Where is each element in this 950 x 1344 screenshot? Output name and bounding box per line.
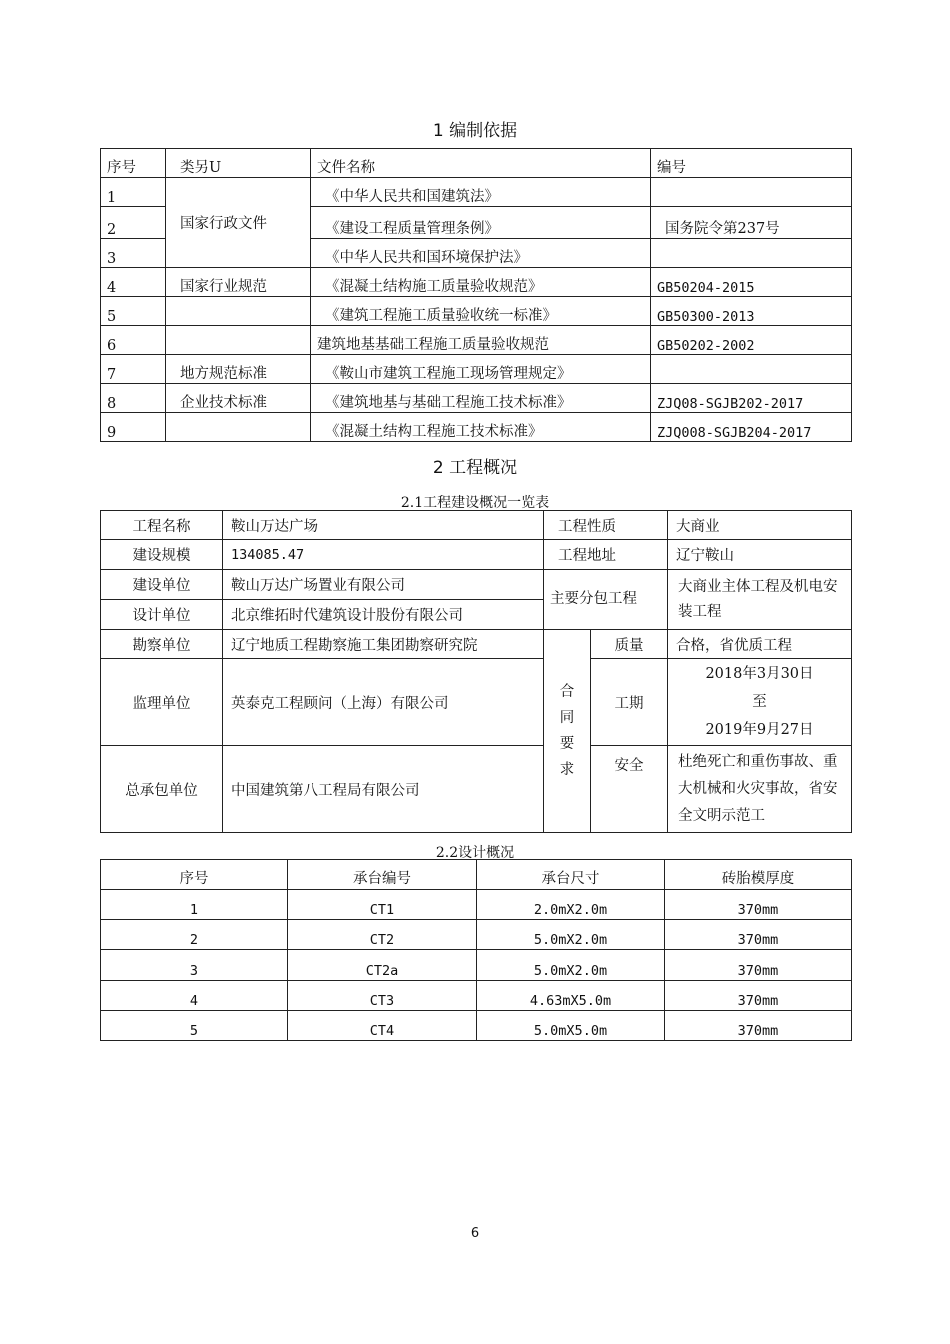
row-no: 7 bbox=[101, 355, 166, 384]
col-header: 砖胎模厚度 bbox=[665, 860, 852, 890]
contract-label: 合同要求 bbox=[544, 630, 591, 833]
period-start: 2018年3月30日 bbox=[705, 666, 814, 682]
doc-code bbox=[651, 355, 852, 384]
table-row bbox=[101, 413, 852, 442]
category-cell: 国家行业规范 bbox=[166, 268, 311, 297]
doc-name: 《鞍山市建筑工程施工现场管理规定》 bbox=[311, 355, 651, 384]
table-row bbox=[101, 326, 852, 355]
cap-size: 5.0mX2.0m bbox=[477, 920, 665, 950]
section1-title: 1 编制依据 bbox=[432, 121, 518, 141]
col-header: 承台编号 bbox=[288, 860, 477, 890]
cap-size: 2.0mX2.0m bbox=[477, 890, 665, 920]
table-row bbox=[101, 297, 852, 326]
table-header-row bbox=[101, 860, 852, 890]
row-no: 6 bbox=[101, 326, 166, 355]
value-cell: 大商业 bbox=[668, 511, 852, 540]
value-cell: 辽宁鞍山 bbox=[668, 540, 852, 570]
mold-thickness: 370mm bbox=[665, 1011, 852, 1041]
label-cell: 工程性质 bbox=[544, 511, 668, 540]
row-no: 4 bbox=[101, 268, 166, 297]
row-no: 3 bbox=[101, 239, 166, 268]
table-row bbox=[101, 746, 852, 833]
doc-name: 《混凝土结构工程施工技术标准》 bbox=[311, 413, 651, 442]
table-row bbox=[101, 355, 852, 384]
doc-code: 国务院令第237号 bbox=[651, 207, 852, 239]
value-cell: 中国建筑第八工程局有限公司 bbox=[223, 746, 544, 833]
cap-id: CT2 bbox=[288, 920, 477, 950]
table-row bbox=[101, 920, 852, 950]
doc-code bbox=[651, 178, 852, 207]
row-no: 8 bbox=[101, 384, 166, 413]
table-row bbox=[101, 659, 852, 746]
mold-thickness: 370mm bbox=[665, 950, 852, 981]
row-no: 3 bbox=[101, 950, 288, 981]
page-number: 6 bbox=[470, 1226, 480, 1241]
doc-name: 《建筑地基与基础工程施工技术标准》 bbox=[311, 384, 651, 413]
label-cell: 工程名称 bbox=[101, 511, 223, 540]
col-header: 序号 bbox=[101, 149, 166, 178]
doc-code: GB50300-2013 bbox=[651, 297, 852, 326]
table-row bbox=[101, 950, 852, 981]
mold-thickness: 370mm bbox=[665, 890, 852, 920]
row-no: 2 bbox=[101, 920, 288, 950]
col-header: 序号 bbox=[101, 860, 288, 890]
period-to: 至 bbox=[752, 694, 767, 710]
label-cell: 建设单位 bbox=[101, 570, 223, 600]
category-cell bbox=[166, 413, 311, 442]
label-cell: 总承包单位 bbox=[101, 746, 223, 833]
value-cell: 大商业主体工程及机电安装工程 bbox=[668, 570, 852, 630]
label-cell: 勘察单位 bbox=[101, 630, 223, 659]
doc-name: 《建筑工程施工质量验收统一标准》 bbox=[311, 297, 651, 326]
label-cell: 工程地址 bbox=[544, 540, 668, 570]
doc-name: 《建设工程质量管理条例》 bbox=[311, 207, 651, 239]
table-row bbox=[101, 540, 852, 570]
doc-name: 建筑地基基础工程施工质量验收规范 bbox=[311, 326, 651, 355]
cap-size: 5.0mX2.0m bbox=[477, 950, 665, 981]
col-header: 承台尺寸 bbox=[477, 860, 665, 890]
table-header-row bbox=[101, 149, 852, 178]
row-no: 9 bbox=[101, 413, 166, 442]
table-row bbox=[101, 268, 852, 297]
basis-table bbox=[100, 148, 852, 442]
table-row bbox=[101, 1011, 852, 1041]
category-cell: 国家行政文件 bbox=[166, 178, 311, 268]
table-row bbox=[101, 981, 852, 1011]
mold-thickness: 370mm bbox=[665, 981, 852, 1011]
doc-code: ZJQ08-SGJB202-2017 bbox=[651, 384, 852, 413]
table-row bbox=[101, 511, 852, 540]
design-table bbox=[100, 859, 852, 1041]
col-header: 类另U bbox=[166, 149, 311, 178]
table-row bbox=[101, 890, 852, 920]
design-caption: 2.2设计概况 bbox=[435, 845, 515, 861]
cap-id: CT2a bbox=[288, 950, 477, 981]
row-no: 1 bbox=[101, 178, 166, 207]
label-cell: 建设规模 bbox=[101, 540, 223, 570]
value-cell: 北京维拓时代建筑设计股份有限公司 bbox=[223, 600, 544, 630]
cap-size: 5.0mX5.0m bbox=[477, 1011, 665, 1041]
mold-thickness: 370mm bbox=[665, 920, 852, 950]
table-row bbox=[101, 178, 852, 207]
overview-caption: 2.1工程建设概况一览表 bbox=[400, 495, 550, 511]
table-row bbox=[101, 384, 852, 413]
doc-name: 《中华人民共和国建筑法》 bbox=[311, 178, 651, 207]
category-cell: 企业技术标准 bbox=[166, 384, 311, 413]
doc-name: 《中华人民共和国环境保护法》 bbox=[311, 239, 651, 268]
period-cell bbox=[668, 659, 852, 746]
cap-id: CT4 bbox=[288, 1011, 477, 1041]
category-cell: 地方规范标准 bbox=[166, 355, 311, 384]
row-no: 5 bbox=[101, 297, 166, 326]
label-cell: 监理单位 bbox=[101, 659, 223, 746]
cap-id: CT3 bbox=[288, 981, 477, 1011]
doc-code: ZJQ008-SGJB204-2017 bbox=[651, 413, 852, 442]
category-cell bbox=[166, 297, 311, 326]
row-no: 4 bbox=[101, 981, 288, 1011]
doc-code: GB50204-2015 bbox=[651, 268, 852, 297]
label-cell: 工期 bbox=[591, 659, 668, 746]
label-cell: 主要分包工程 bbox=[544, 570, 668, 630]
period-end: 2019年9月27日 bbox=[705, 722, 814, 738]
value-cell: 杜绝死亡和重伤事故、重大机械和火灾事故，省安全文明示范工 bbox=[668, 746, 852, 833]
row-no: 1 bbox=[101, 890, 288, 920]
label-cell: 质量 bbox=[591, 630, 668, 659]
value-cell: 134085.47 bbox=[223, 540, 544, 570]
doc-name: 《混凝土结构施工质量验收规范》 bbox=[311, 268, 651, 297]
cap-id: CT1 bbox=[288, 890, 477, 920]
label-cell: 设计单位 bbox=[101, 600, 223, 630]
value-cell: 鞍山万达广场 bbox=[223, 511, 544, 540]
value-cell: 辽宁地质工程勘察施工集团勘察研究院 bbox=[223, 630, 544, 659]
value-cell: 鞍山万达广场置业有限公司 bbox=[223, 570, 544, 600]
row-no: 5 bbox=[101, 1011, 288, 1041]
value-cell: 英泰克工程顾问（上海）有限公司 bbox=[223, 659, 544, 746]
row-no: 2 bbox=[101, 207, 166, 239]
col-header: 编号 bbox=[651, 149, 852, 178]
table-row bbox=[101, 570, 852, 600]
label-cell: 安全 bbox=[591, 746, 668, 833]
category-cell bbox=[166, 326, 311, 355]
overview-table bbox=[100, 510, 852, 833]
section2-title: 2 工程概况 bbox=[432, 458, 518, 478]
col-header: 文件名称 bbox=[311, 149, 651, 178]
doc-code bbox=[651, 239, 852, 268]
cap-size: 4.63mX5.0m bbox=[477, 981, 665, 1011]
doc-code: GB50202-2002 bbox=[651, 326, 852, 355]
value-cell: 合格，省优质工程 bbox=[668, 630, 852, 659]
table-row bbox=[101, 630, 852, 659]
